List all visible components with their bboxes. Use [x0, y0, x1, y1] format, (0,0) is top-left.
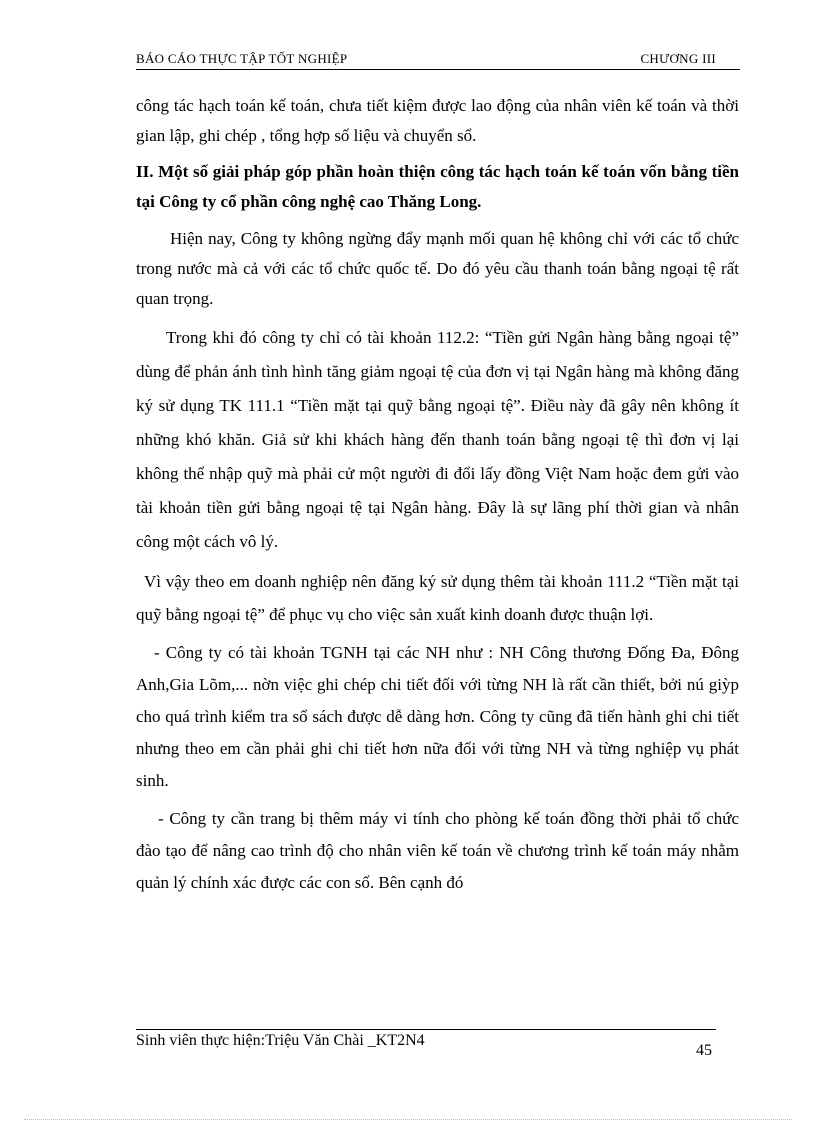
page-number: 45 — [696, 1042, 712, 1059]
report-title: BÁO CÁO THỰC TẬP TỐT NGHIỆP — [136, 51, 348, 66]
body-text — [136, 91, 739, 899]
footer-divider — [136, 1029, 716, 1030]
paragraph-continuation: công tác hạch toán kế toán, chưa tiết kiệm được lao động của nhân viên kế toán và thời gian lập, ghi chép , tổng hợp số liệu và chuyển sổ. — [136, 96, 739, 145]
section-heading: II. Một số giải pháp góp phần hoàn thiện công tác hạch toán kế toán vốn bằng tiền tại Công ty cổ phần công nghệ cao Thăng Long. — [136, 162, 739, 211]
student-info: Sinh viên thực hiện:Triệu Văn Chài _KT2N4 — [136, 1032, 425, 1049]
paragraph-bank-details: - Công ty có tài khoản TGNH tại các NH như : NH Công thương Đống Đa, Đông Anh,Gia Lõm,... nờn việc ghi chép chi tiết đối với từng NH là rất cần thiết, bởi nú giỳp cho quá trình kiểm tra sổ sách được dễ dàng hơn. Công ty cũng đã tiến hành ghi chi tiết nhưng theo em cần phải ghi chi tiết hơn nữa đối với từng NH và từng nghiệp vụ phát sinh. — [136, 643, 739, 790]
page-bottom-edge — [24, 1119, 792, 1120]
paragraph-computers: - Công ty cần trang bị thêm máy vi tính cho phòng kế toán đồng thời phải tổ chức đào tạo để nâng cao trình độ cho nhân viên kế toán về chương trình kế toán máy nhằm quản lý chính xác được các con số. Bên cạnh đó — [136, 809, 739, 892]
chapter-label: CHƯƠNG III — [640, 51, 716, 66]
paragraph-account-111: Vì vậy theo em doanh nghiệp nên đăng ký sử dụng thêm tài khoản 111.2 “Tiền mặt tại quỹ bằng ngoại tệ” để phục vụ cho việc sản xuất kinh doanh được thuận lợi. — [136, 572, 739, 624]
paragraph-foreign-currency: Hiện nay, Công ty không ngừng đẩy mạnh mối quan hệ không chỉ với các tổ chức trong nước mà cả với các tổ chức quốc tế. Do đó yêu cầu thanh toán bằng ngoại tệ rất quan trọng. — [136, 229, 739, 308]
page-header — [136, 49, 740, 70]
paragraph-account-112: Trong khi đó công ty chỉ có tài khoản 112.2: “Tiền gửi Ngân hàng bằng ngoại tệ” dùng để phản ánh tình hình tăng giảm ngoại tệ của đơn vị tại Ngân hàng mà không đăng ký sử dụng TK 111.1 “Tiền mặt tại quỹ bằng ngoại tệ”. Điều này đã gây nên không ít những khó khăn. Giả sử khi khách hàng đến thanh toán bằng ngoại tệ thì đơn vị lại không thể nhập quỹ mà phải cử một người đi đổi lấy đồng Việt Nam hoặc đem gửi vào tài khoản tiền gửi bằng ngoại tệ tại Ngân hàng. Đây là sự lãng phí thời gian và nhân công một cách vô lý. — [136, 328, 739, 551]
